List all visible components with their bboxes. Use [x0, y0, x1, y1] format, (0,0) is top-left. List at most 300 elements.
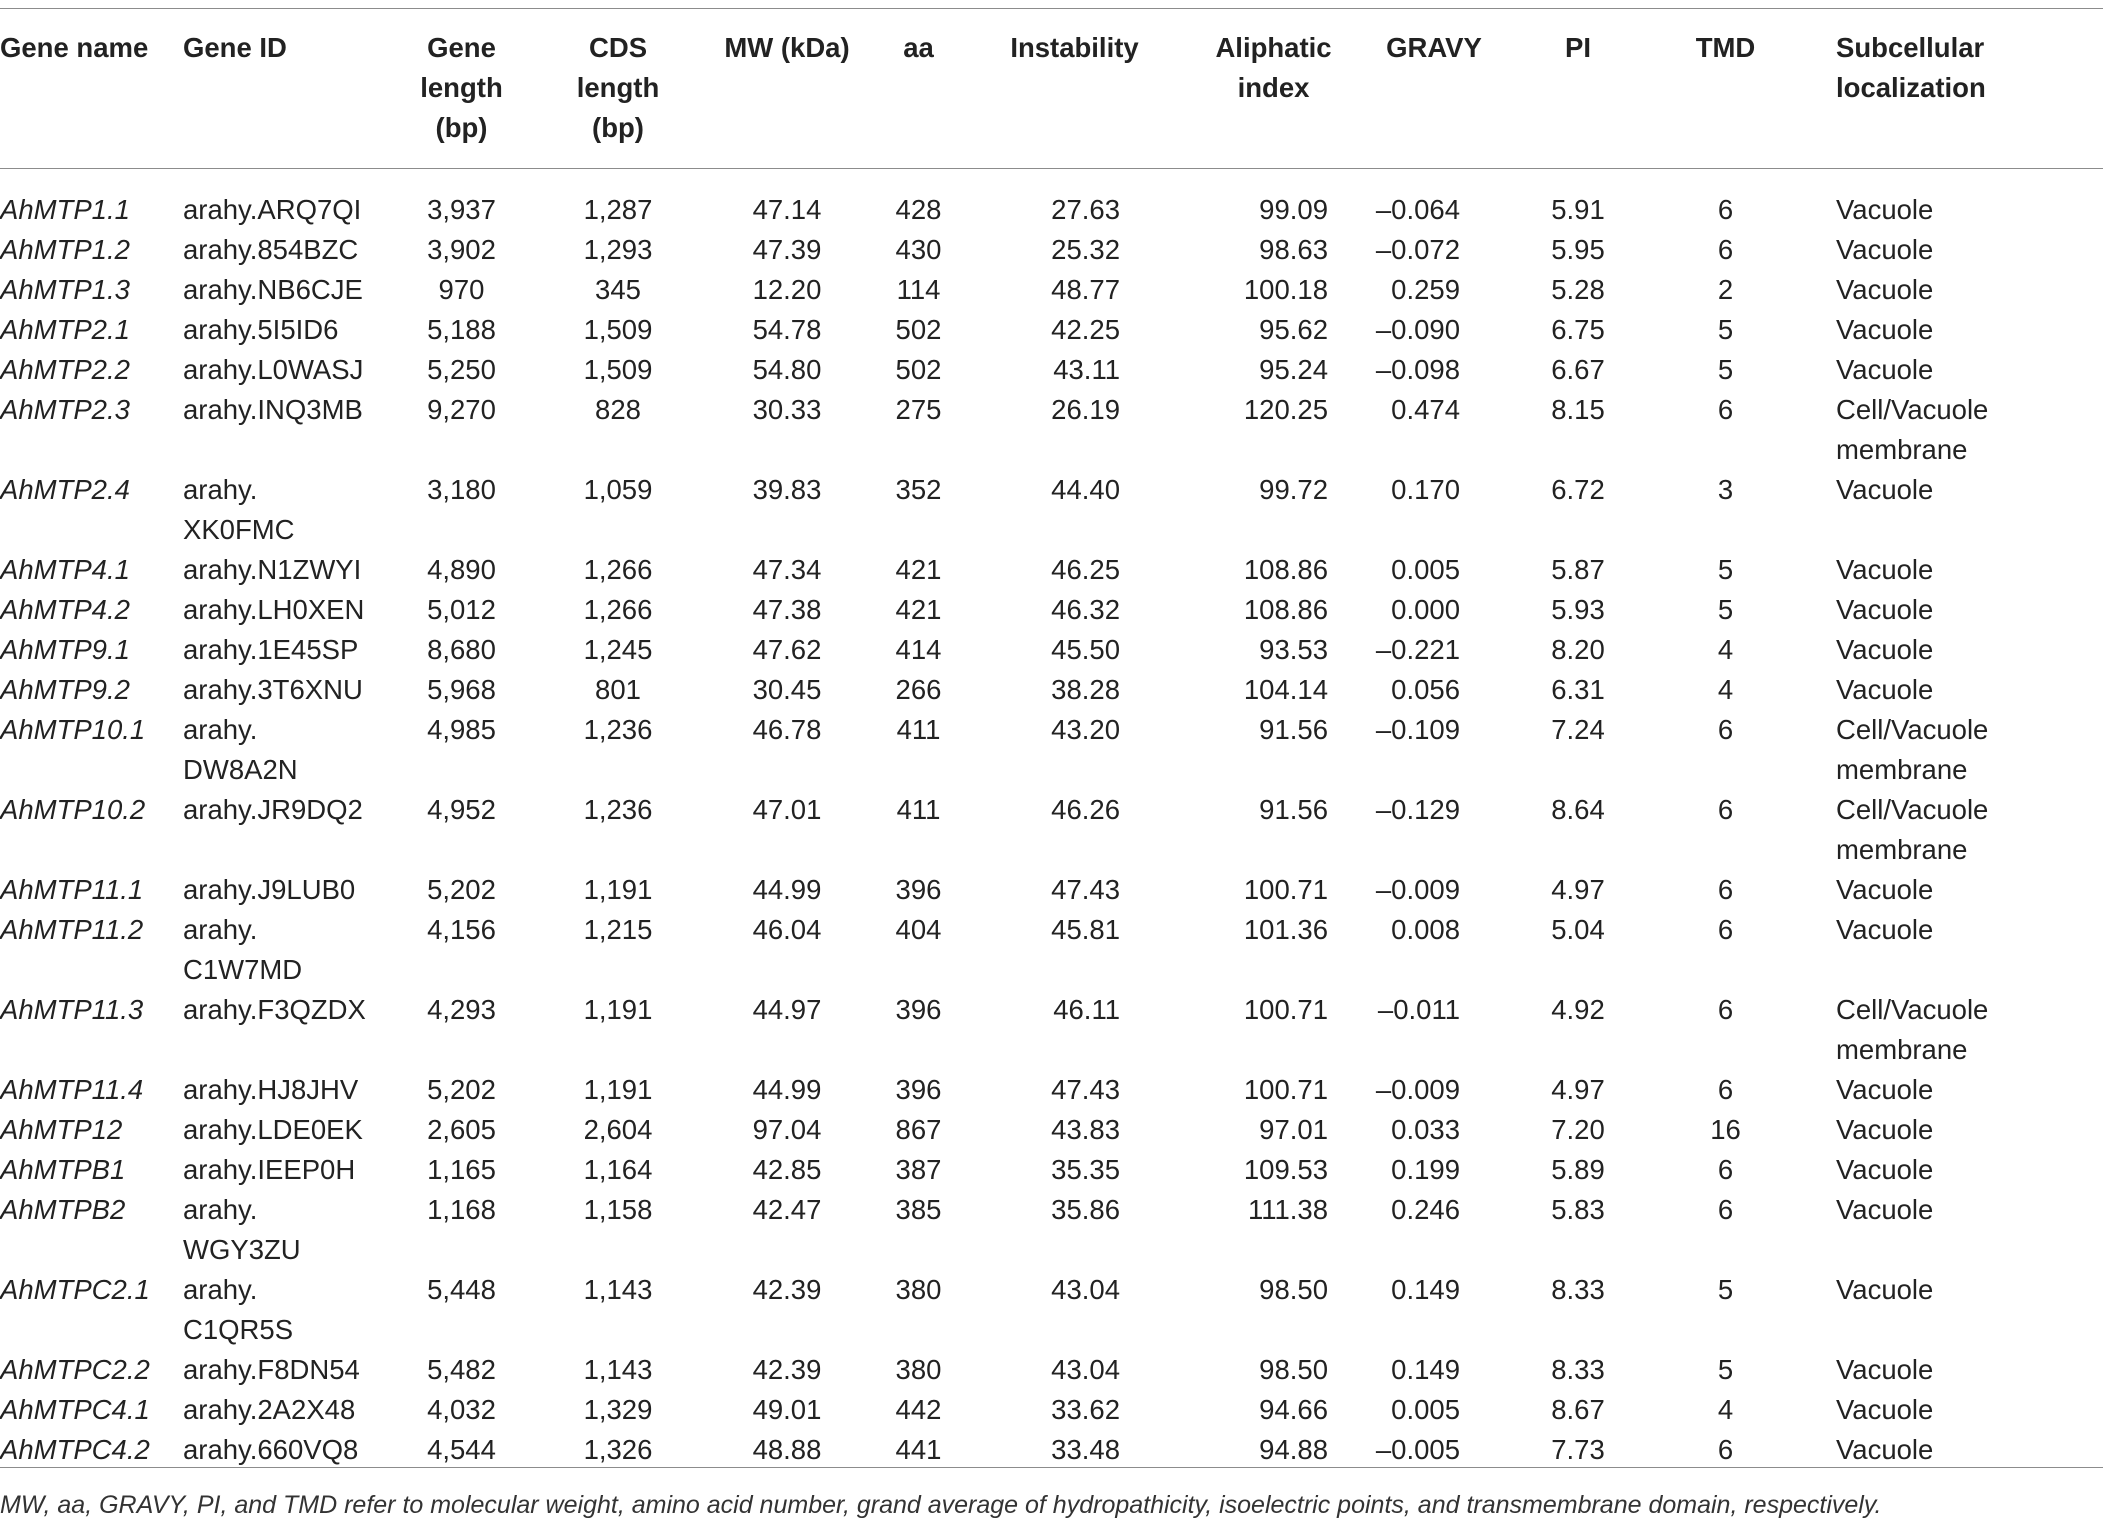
mw-cell: 48.88	[752, 1434, 822, 1465]
aliphatic-index-cell: 120.25	[1243, 394, 1328, 425]
gravy-cell: –0.109	[1375, 714, 1460, 745]
aliphatic-index-cell: 91.56	[1259, 714, 1328, 745]
gravy-cell: –0.009	[1375, 1074, 1460, 1105]
gene-length-cell: 4,544	[427, 1434, 496, 1465]
gene-length-cell: 2,605	[427, 1114, 496, 1145]
tmd-cell: 4	[1717, 674, 1734, 705]
table-row	[0, 1070, 2100, 1110]
table-row	[0, 790, 2100, 870]
gene-length-cell: 4,156	[427, 914, 496, 945]
aa-cell: 275	[895, 394, 942, 425]
column-header: PI	[1565, 32, 1591, 63]
aliphatic-index-cell: 95.24	[1259, 354, 1328, 385]
column-header: aa	[903, 32, 934, 63]
aa-cell: 396	[895, 994, 942, 1025]
gravy-cell: 0.474	[1391, 394, 1460, 425]
instability-cell: 38.28	[1051, 674, 1120, 705]
gene-name-cell: AhMTPB1	[0, 1154, 126, 1185]
aliphatic-index-cell: 100.71	[1243, 874, 1328, 905]
instability-cell: 26.19	[1051, 394, 1120, 425]
mw-cell: 42.39	[752, 1354, 822, 1385]
cds-length-cell: 1,191	[583, 874, 653, 905]
localization-cell: Vacuole	[1836, 634, 1934, 665]
aa-cell: 411	[896, 714, 941, 745]
aliphatic-index-cell: 97.01	[1259, 1114, 1328, 1145]
table-row	[0, 470, 2100, 550]
table-row	[0, 1150, 2100, 1190]
pi-cell: 5.83	[1551, 1194, 1605, 1225]
cds-length-cell: 1,266	[583, 594, 653, 625]
gene-name-cell: AhMTP12	[0, 1114, 123, 1145]
cds-length-cell: 1,266	[583, 554, 653, 585]
aliphatic-index-cell: 109.53	[1243, 1154, 1328, 1185]
table-row	[0, 910, 2100, 990]
gene-id-cell: arahy.1E45SP	[183, 634, 359, 665]
aa-cell: 421	[895, 594, 942, 625]
gene-id-cell: arahy.N1ZWYI	[183, 554, 362, 585]
column-header: MW (kDa)	[724, 32, 850, 63]
pi-cell: 5.04	[1551, 914, 1605, 945]
aa-cell: 414	[895, 634, 942, 665]
instability-cell: 46.11	[1053, 994, 1120, 1025]
localization-cell: Vacuole	[1836, 1074, 1934, 1105]
gene-name-cell: AhMTPC2.1	[0, 1274, 150, 1305]
table-row	[0, 550, 2100, 590]
localization-cell: Vacuole	[1836, 1394, 1934, 1425]
column-header: GRAVY	[1386, 32, 1482, 63]
gene-name-cell: AhMTP4.2	[0, 594, 130, 625]
gravy-cell: –0.064	[1375, 194, 1460, 225]
pi-cell: 5.93	[1551, 594, 1605, 625]
gene-id-cell: arahy.L0WASJ	[183, 354, 364, 385]
gene-length-cell: 5,012	[427, 594, 496, 625]
pi-cell: 7.24	[1551, 714, 1605, 745]
table-row	[0, 1430, 2100, 1470]
aa-cell: 867	[895, 1114, 942, 1145]
tmd-cell: 3	[1717, 474, 1734, 505]
gene-id-cell: arahy.ARQ7QI	[183, 194, 362, 225]
gravy-cell: 0.259	[1391, 274, 1460, 305]
tmd-cell: 6	[1717, 714, 1734, 745]
table-body	[0, 168, 2100, 1470]
mw-cell: 30.45	[752, 674, 822, 705]
localization-cell: Vacuole	[1836, 194, 1934, 225]
table-row	[0, 168, 2100, 230]
table-row	[0, 270, 2100, 310]
gene-name-cell: AhMTP2.4	[0, 474, 130, 505]
tmd-cell: 5	[1717, 354, 1734, 385]
instability-cell: 46.26	[1051, 794, 1120, 825]
instability-cell: 45.81	[1051, 914, 1120, 945]
tmd-cell: 4	[1717, 634, 1734, 665]
pi-cell: 8.33	[1551, 1274, 1605, 1305]
cds-length-cell: 1,326	[583, 1434, 653, 1465]
aa-cell: 352	[895, 474, 942, 505]
localization-cell: Vacuole	[1836, 554, 1934, 585]
gene-id-cell: arahy.660VQ8	[183, 1434, 359, 1465]
gene-name-cell: AhMTP11.2	[0, 914, 144, 945]
aa-cell: 380	[895, 1354, 942, 1385]
mw-cell: 44.99	[752, 1074, 822, 1105]
tmd-cell: 6	[1717, 194, 1734, 225]
gene-name-cell: AhMTP11.3	[0, 994, 144, 1025]
cds-length-cell: 1,158	[583, 1194, 653, 1225]
cds-length-cell: 1,329	[583, 1394, 653, 1425]
gene-length-cell: 5,968	[427, 674, 496, 705]
column-header: CDS length (bp)	[576, 32, 660, 143]
table-row	[0, 1390, 2100, 1430]
gene-length-cell: 5,202	[427, 874, 496, 905]
pi-cell: 6.75	[1551, 314, 1605, 345]
aa-cell: 387	[895, 1154, 942, 1185]
instability-cell: 46.32	[1051, 594, 1120, 625]
tmd-cell: 6	[1717, 394, 1734, 425]
tmd-cell: 6	[1717, 914, 1734, 945]
aliphatic-index-cell: 98.50	[1259, 1354, 1328, 1385]
pi-cell: 4.92	[1551, 994, 1605, 1025]
gene-length-cell: 5,448	[427, 1274, 496, 1305]
pi-cell: 5.28	[1551, 274, 1605, 305]
gene-length-cell: 4,032	[427, 1394, 496, 1425]
mw-cell: 30.33	[752, 394, 822, 425]
cds-length-cell: 828	[595, 394, 641, 425]
pi-cell: 6.31	[1551, 674, 1605, 705]
gene-length-cell: 3,180	[427, 474, 496, 505]
table-row	[0, 870, 2100, 910]
localization-cell: Vacuole	[1836, 474, 1934, 505]
gravy-cell: 0.170	[1391, 474, 1460, 505]
instability-cell: 33.48	[1051, 1434, 1120, 1465]
gene-id-cell: arahy.LDE0EK	[183, 1114, 363, 1145]
aliphatic-index-cell: 101.36	[1243, 914, 1328, 945]
mw-cell: 42.39	[752, 1274, 822, 1305]
table-row	[0, 670, 2100, 710]
pi-cell: 7.73	[1551, 1434, 1605, 1465]
tmd-cell: 6	[1717, 1194, 1734, 1225]
column-header: Gene ID	[183, 32, 287, 63]
mw-cell: 47.39	[752, 234, 822, 265]
column-header: TMD	[1695, 32, 1756, 63]
table-row	[0, 1110, 2100, 1150]
instability-cell: 27.63	[1051, 194, 1120, 225]
mw-cell: 47.14	[752, 194, 822, 225]
aa-cell: 430	[895, 234, 942, 265]
gene-length-cell: 1,165	[427, 1154, 496, 1185]
gene-id-cell: arahy.IEEP0H	[183, 1154, 356, 1185]
gene-id-cell: arahy.INQ3MB	[183, 394, 363, 425]
gravy-cell: –0.221	[1375, 634, 1460, 665]
localization-cell: Vacuole	[1836, 314, 1934, 345]
gene-length-cell: 970	[438, 274, 485, 305]
tmd-cell: 6	[1717, 1154, 1734, 1185]
aa-cell: 396	[895, 1074, 942, 1105]
localization-cell: Vacuole	[1836, 1154, 1934, 1185]
localization-cell: Vacuole	[1836, 914, 1934, 945]
table-row	[0, 390, 2100, 470]
pi-cell: 5.87	[1551, 554, 1605, 585]
cds-length-cell: 1,059	[583, 474, 653, 505]
tmd-cell: 2	[1717, 274, 1734, 305]
column-header: Subcellular localization	[1836, 32, 1986, 103]
table-row	[0, 310, 2100, 350]
aa-cell: 385	[895, 1194, 942, 1225]
gene-name-cell: AhMTP10.1	[0, 714, 146, 745]
instability-cell: 42.25	[1051, 314, 1120, 345]
mw-cell: 47.01	[752, 794, 822, 825]
pi-cell: 8.67	[1551, 1394, 1605, 1425]
mw-cell: 44.99	[752, 874, 822, 905]
aliphatic-index-cell: 104.14	[1243, 674, 1328, 705]
gene-length-cell: 9,270	[427, 394, 496, 425]
aliphatic-index-cell: 99.72	[1259, 474, 1328, 505]
aliphatic-index-cell: 100.18	[1243, 274, 1328, 305]
gene-length-cell: 4,985	[427, 714, 496, 745]
table-row	[0, 590, 2100, 630]
tmd-cell: 6	[1717, 794, 1734, 825]
localization-cell: Vacuole	[1836, 674, 1934, 705]
localization-cell: Vacuole	[1836, 1274, 1934, 1305]
cds-length-cell: 1,215	[583, 914, 653, 945]
aliphatic-index-cell: 98.50	[1259, 1274, 1328, 1305]
table-row	[0, 630, 2100, 670]
tmd-cell: 6	[1717, 1434, 1734, 1465]
gene-name-cell: AhMTP1.3	[0, 274, 130, 305]
gene-id-cell: arahy.854BZC	[183, 234, 359, 265]
instability-cell: 43.83	[1051, 1114, 1120, 1145]
aa-cell: 380	[895, 1274, 942, 1305]
pi-cell: 8.15	[1551, 394, 1605, 425]
tmd-cell: 5	[1717, 594, 1734, 625]
gravy-cell: 0.149	[1391, 1274, 1460, 1305]
gene-id-cell: arahy.5I5ID6	[183, 314, 339, 345]
tmd-cell: 6	[1717, 1074, 1734, 1105]
instability-cell: 33.62	[1051, 1394, 1120, 1425]
gravy-cell: –0.005	[1375, 1434, 1460, 1465]
gravy-cell: –0.009	[1375, 874, 1460, 905]
aa-cell: 396	[895, 874, 942, 905]
aa-cell: 266	[895, 674, 942, 705]
tmd-cell: 5	[1717, 314, 1734, 345]
gene-id-cell: arahy.2A2X48	[183, 1394, 356, 1425]
mw-cell: 54.80	[752, 354, 822, 385]
instability-cell: 45.50	[1051, 634, 1120, 665]
gene-id-cell: arahy.J9LUB0	[183, 874, 356, 905]
column-header: Instability	[1010, 32, 1139, 63]
aliphatic-index-cell: 111.38	[1247, 1194, 1328, 1225]
pi-cell: 8.33	[1551, 1354, 1605, 1385]
table-header-row	[0, 0, 2100, 168]
gravy-cell: 0.005	[1391, 554, 1460, 585]
instability-cell: 43.04	[1051, 1354, 1120, 1385]
gene-id-cell: arahy. DW8A2N	[183, 714, 298, 785]
localization-cell: Cell/Vacuole membrane	[1836, 994, 1989, 1065]
localization-cell: Vacuole	[1836, 1434, 1934, 1465]
tmd-cell: 6	[1717, 874, 1734, 905]
instability-cell: 47.43	[1051, 874, 1120, 905]
cds-length-cell: 1,509	[583, 314, 653, 345]
gravy-cell: 0.008	[1391, 914, 1460, 945]
gravy-cell: –0.090	[1375, 314, 1460, 345]
gravy-cell: 0.000	[1391, 594, 1460, 625]
aa-cell: 428	[895, 194, 942, 225]
localization-cell: Vacuole	[1836, 234, 1934, 265]
gene-name-cell: AhMTPC2.2	[0, 1354, 150, 1385]
gene-name-cell: AhMTP9.1	[0, 634, 130, 665]
gravy-cell: 0.056	[1391, 674, 1460, 705]
pi-cell: 4.97	[1551, 1074, 1605, 1105]
gene-name-cell: AhMTP11.1	[0, 874, 144, 905]
mw-cell: 47.34	[752, 554, 822, 585]
cds-length-cell: 1,191	[583, 994, 653, 1025]
pi-cell: 7.20	[1551, 1114, 1605, 1145]
aa-cell: 442	[895, 1394, 942, 1425]
tmd-cell: 4	[1717, 1394, 1734, 1425]
instability-cell: 43.20	[1051, 714, 1120, 745]
localization-cell: Cell/Vacuole membrane	[1836, 394, 1989, 465]
cds-length-cell: 1,143	[583, 1274, 653, 1305]
gene-length-cell: 4,952	[427, 794, 496, 825]
gene-name-cell: AhMTP4.1	[0, 554, 130, 585]
mw-cell: 49.01	[752, 1394, 822, 1425]
column-header: Aliphatic index	[1215, 32, 1332, 103]
localization-cell: Vacuole	[1836, 1194, 1934, 1225]
tmd-cell: 6	[1717, 234, 1734, 265]
pi-cell: 8.20	[1551, 634, 1605, 665]
table-row	[0, 710, 2100, 790]
aliphatic-index-cell: 94.66	[1259, 1394, 1328, 1425]
cds-length-cell: 1,509	[583, 354, 653, 385]
pi-cell: 4.97	[1551, 874, 1605, 905]
instability-cell: 47.43	[1051, 1074, 1120, 1105]
aliphatic-index-cell: 94.88	[1259, 1434, 1328, 1465]
mw-cell: 46.78	[752, 714, 822, 745]
gene-length-cell: 5,188	[427, 314, 496, 345]
mw-cell: 42.47	[752, 1194, 822, 1225]
pi-cell: 5.89	[1551, 1154, 1605, 1185]
gravy-cell: –0.072	[1375, 234, 1460, 265]
localization-cell: Vacuole	[1836, 274, 1934, 305]
aliphatic-index-cell: 93.53	[1259, 634, 1328, 665]
cds-length-cell: 345	[595, 274, 641, 305]
table-footnote: MW, aa, GRAVY, PI, and TMD refer to molecular weight, amino acid number, grand average of hydropathicity, isoelectric points, and transmembrane domain, respectively.	[0, 1491, 1882, 1519]
tmd-cell: 6	[1717, 994, 1734, 1025]
instability-cell: 48.77	[1051, 274, 1120, 305]
mw-cell: 46.04	[752, 914, 822, 945]
localization-cell: Vacuole	[1836, 874, 1934, 905]
cds-length-cell: 1,287	[583, 194, 653, 225]
gene-name-cell: AhMTP1.1	[0, 194, 130, 225]
table-row	[0, 230, 2100, 270]
gene-id-cell: arahy.3T6XNU	[183, 674, 363, 705]
table-row	[0, 990, 2100, 1070]
cds-length-cell: 1,191	[583, 1074, 653, 1105]
mw-cell: 42.85	[752, 1154, 822, 1185]
aa-cell: 411	[896, 794, 941, 825]
column-header: Gene name	[0, 32, 149, 63]
gravy-cell: –0.129	[1375, 794, 1460, 825]
cds-length-cell: 1,236	[583, 794, 653, 825]
aa-cell: 114	[896, 274, 941, 305]
cds-length-cell: 1,245	[583, 634, 653, 665]
instability-cell: 43.04	[1051, 1274, 1120, 1305]
mw-cell: 97.04	[752, 1114, 822, 1145]
tmd-cell: 5	[1717, 1354, 1734, 1385]
localization-cell: Cell/Vacuole membrane	[1836, 714, 1989, 785]
gravy-cell: –0.011	[1377, 994, 1460, 1025]
instability-cell: 25.32	[1051, 234, 1120, 265]
gene-name-cell: AhMTP2.1	[0, 314, 130, 345]
mw-cell: 47.38	[752, 594, 822, 625]
instability-cell: 43.11	[1053, 354, 1120, 385]
column-header: Gene length (bp)	[420, 32, 503, 143]
aliphatic-index-cell: 91.56	[1259, 794, 1328, 825]
gene-name-cell: AhMTP2.3	[0, 394, 130, 425]
gene-id-cell: arahy.F3QZDX	[183, 994, 366, 1025]
aliphatic-index-cell: 108.86	[1243, 594, 1328, 625]
table-row	[0, 1350, 2100, 1390]
gene-name-cell: AhMTPC4.1	[0, 1394, 150, 1425]
cds-length-cell: 801	[595, 674, 641, 705]
aa-cell: 441	[895, 1434, 942, 1465]
gene-id-cell: arahy. XK0FMC	[183, 474, 295, 545]
localization-cell: Vacuole	[1836, 1114, 1934, 1145]
gravy-cell: 0.149	[1391, 1354, 1460, 1385]
gene-name-cell: AhMTP1.2	[0, 234, 130, 265]
gravy-cell: 0.199	[1391, 1154, 1460, 1185]
gene-id-cell: arahy.F8DN54	[183, 1354, 360, 1385]
gene-id-cell: arahy. WGY3ZU	[183, 1194, 301, 1265]
gene-name-cell: AhMTP10.2	[0, 794, 146, 825]
cds-length-cell: 1,164	[583, 1154, 653, 1185]
aa-cell: 502	[895, 314, 942, 345]
gene-name-cell: AhMTP11.4	[0, 1074, 144, 1105]
gravy-cell: 0.246	[1391, 1194, 1460, 1225]
aa-cell: 502	[895, 354, 942, 385]
instability-cell: 44.40	[1051, 474, 1120, 505]
cds-length-cell: 1,143	[583, 1354, 653, 1385]
mw-cell: 47.62	[752, 634, 822, 665]
aliphatic-index-cell: 108.86	[1243, 554, 1328, 585]
mw-cell: 54.78	[752, 314, 822, 345]
gene-length-cell: 4,293	[427, 994, 496, 1025]
aa-cell: 421	[895, 554, 942, 585]
gene-length-cell: 5,482	[427, 1354, 496, 1385]
table-row	[0, 350, 2100, 390]
pi-cell: 5.91	[1551, 194, 1605, 225]
gene-length-cell: 1,168	[427, 1194, 496, 1225]
aliphatic-index-cell: 99.09	[1259, 194, 1328, 225]
pi-cell: 8.64	[1551, 794, 1605, 825]
localization-cell: Vacuole	[1836, 594, 1934, 625]
gravy-cell: 0.033	[1391, 1114, 1460, 1145]
gene-id-cell: arahy.LH0XEN	[183, 594, 365, 625]
gene-name-cell: AhMTP2.2	[0, 354, 130, 385]
gene-id-cell: arahy. C1QR5S	[183, 1274, 294, 1345]
cds-length-cell: 1,293	[583, 234, 653, 265]
gene-id-cell: arahy.NB6CJE	[183, 274, 363, 305]
gene-name-cell: AhMTP9.2	[0, 674, 130, 705]
mw-cell: 44.97	[752, 994, 822, 1025]
gene-length-cell: 3,902	[427, 234, 496, 265]
cds-length-cell: 2,604	[583, 1114, 653, 1145]
tmd-cell: 5	[1717, 554, 1734, 585]
aliphatic-index-cell: 100.71	[1243, 994, 1328, 1025]
pi-cell: 6.67	[1551, 354, 1605, 385]
localization-cell: Vacuole	[1836, 1354, 1934, 1385]
mw-cell: 12.20	[752, 274, 822, 305]
pi-cell: 6.72	[1551, 474, 1605, 505]
gene-length-cell: 5,202	[427, 1074, 496, 1105]
